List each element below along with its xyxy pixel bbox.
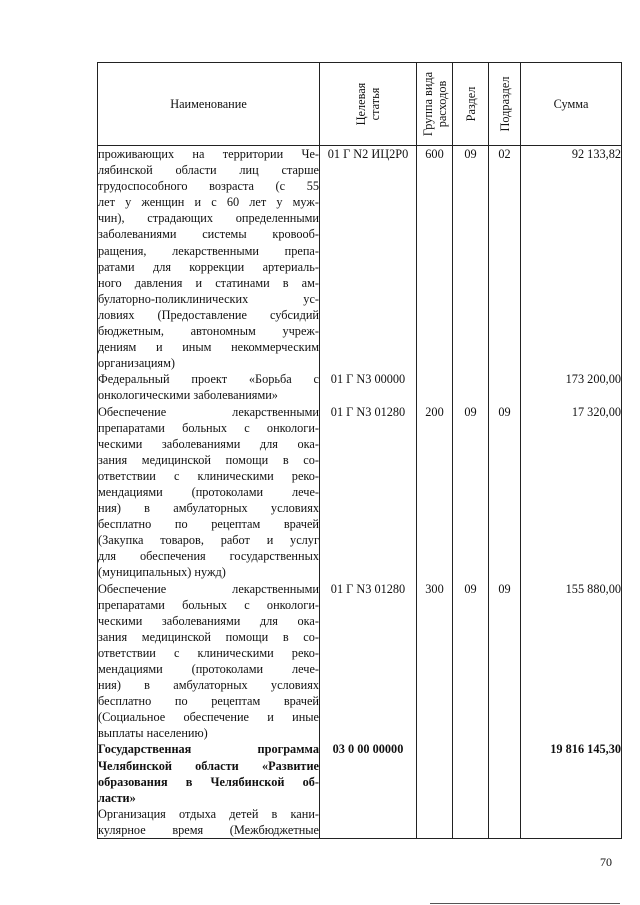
row-name bbox=[98, 581, 320, 742]
row-name-line: трудоспособного возраста (с 55 bbox=[98, 179, 319, 194]
row-name-line: организациям) bbox=[98, 356, 175, 371]
row-name-line: ратами для коррекции артериаль- bbox=[98, 259, 319, 274]
row-name-line: онкологическими заболеваниями» bbox=[98, 388, 278, 403]
row-name-line: бесплатно по рецептам врачей bbox=[98, 694, 319, 709]
row-subsection: 02 bbox=[489, 146, 521, 372]
row-name-line: чин), страдающих определенными bbox=[98, 211, 319, 226]
header-target-article-text: Целевая статья bbox=[354, 82, 382, 126]
row-name-line: ответствии с клиническими реко- bbox=[98, 645, 319, 660]
row-name-line: (Закупка товаров, работ и услуг bbox=[98, 533, 319, 548]
row-section bbox=[453, 371, 489, 403]
row-name-line: ческими заболеваниями для ока- bbox=[98, 436, 319, 451]
row-name-line: Организация отдыха детей в кани- bbox=[98, 806, 319, 821]
row-name-line: мендациями (протоколами лече- bbox=[98, 484, 319, 499]
row-name-line: выплаты населению) bbox=[98, 726, 208, 741]
header-section bbox=[453, 63, 489, 146]
row-name-line: препаратами больных с онкологи- bbox=[98, 597, 319, 612]
row-name bbox=[98, 371, 320, 403]
budget-table bbox=[97, 62, 622, 839]
header-sum: Сумма bbox=[521, 63, 622, 146]
row-name-line: проживающих на территории Че- bbox=[98, 147, 319, 161]
row-name-line: ческими заболеваниями для ока- bbox=[98, 613, 319, 628]
row-subsection: 09 bbox=[489, 404, 521, 581]
footer-line bbox=[430, 903, 620, 904]
row-name-line: Государственная программа bbox=[98, 742, 319, 757]
row-expense-group bbox=[417, 806, 453, 839]
row-name bbox=[98, 806, 320, 839]
row-expense-group: 200 bbox=[417, 404, 453, 581]
row-section bbox=[453, 806, 489, 839]
row-name-line: заболеваниями системы кровооб- bbox=[98, 227, 319, 242]
row-name-line: лябинской области лиц старше bbox=[98, 163, 319, 178]
row-expense-group: 300 bbox=[417, 581, 453, 742]
row-target-article bbox=[320, 806, 417, 839]
row-name-line: ловиях (Предоставление субсидий bbox=[98, 307, 319, 322]
row-name-line: Федеральный проект «Борьба с bbox=[98, 372, 319, 387]
row-name-line: ласти» bbox=[98, 790, 136, 805]
row-name-line: лет у женщин и с 60 лет у муж- bbox=[98, 195, 319, 210]
table-row bbox=[98, 806, 622, 839]
row-sum: 173 200,00 bbox=[521, 371, 622, 403]
table-header-row bbox=[98, 63, 622, 146]
row-expense-group bbox=[417, 741, 453, 805]
row-sum: 155 880,00 bbox=[521, 581, 622, 742]
row-section: 09 bbox=[453, 581, 489, 742]
row-name-line: зания медицинской помощи в со- bbox=[98, 629, 319, 644]
header-subsection bbox=[489, 63, 521, 146]
header-subsection-text: Подраздел bbox=[497, 76, 512, 132]
row-name-line: образования в Челябинской об- bbox=[98, 774, 319, 789]
row-expense-group: 600 bbox=[417, 146, 453, 372]
row-subsection bbox=[489, 806, 521, 839]
header-section-text: Раздел bbox=[463, 86, 478, 122]
row-section: 09 bbox=[453, 146, 489, 372]
row-name-line: Обеспечение лекарственными bbox=[98, 404, 319, 419]
row-target-article: 01 Г N3 00000 bbox=[320, 371, 417, 403]
row-name-line: ния) в амбулаторных условиях bbox=[98, 501, 319, 516]
row-name-line: препаратами больных с онкологи- bbox=[98, 420, 319, 435]
page-number: 70 bbox=[600, 855, 612, 869]
row-subsection bbox=[489, 741, 521, 805]
row-name-line: ответствии с клиническими реко- bbox=[98, 468, 319, 483]
row-name-line: кулярное время (Межбюджетные bbox=[98, 822, 319, 837]
row-section bbox=[453, 741, 489, 805]
row-subsection bbox=[489, 371, 521, 403]
row-sum bbox=[521, 806, 622, 839]
header-expense-group bbox=[417, 63, 453, 146]
row-expense-group bbox=[417, 371, 453, 403]
row-name-line: Обеспечение лекарственными bbox=[98, 581, 319, 596]
table-row bbox=[98, 371, 622, 403]
row-name-line: для обеспечения государственных bbox=[98, 549, 319, 564]
row-target-article: 01 Г N2 ИЦ2Р0 bbox=[320, 146, 417, 372]
row-target-article: 01 Г N3 01280 bbox=[320, 581, 417, 742]
row-name-line: ния) в амбулаторных условиях bbox=[98, 678, 319, 693]
row-target-article: 03 0 00 00000 bbox=[320, 741, 417, 805]
row-subsection: 09 bbox=[489, 581, 521, 742]
table-row bbox=[98, 741, 622, 805]
row-name-line: дениям и иным некоммерческим bbox=[98, 340, 319, 355]
row-name-line: бесплатно по рецептам врачей bbox=[98, 517, 319, 532]
row-sum: 19 816 145,30 bbox=[521, 741, 622, 805]
table-row bbox=[98, 581, 622, 742]
row-name bbox=[98, 741, 320, 805]
row-name-line: бюджетным, автономным учреж- bbox=[98, 324, 319, 339]
row-name-line: Челябинской области «Развитие bbox=[98, 758, 319, 773]
row-name-line: ного давления и статинами в ам- bbox=[98, 275, 319, 290]
row-name-line: зания медицинской помощи в со- bbox=[98, 452, 319, 467]
table-body bbox=[98, 146, 622, 839]
row-name bbox=[98, 404, 320, 581]
row-name bbox=[98, 146, 320, 372]
table-row bbox=[98, 146, 622, 372]
row-sum: 17 320,00 bbox=[521, 404, 622, 581]
row-name-line: ращения, лекарственными препа- bbox=[98, 243, 319, 258]
row-sum: 92 133,82 bbox=[521, 146, 622, 372]
table-row bbox=[98, 404, 622, 581]
row-section: 09 bbox=[453, 404, 489, 581]
row-target-article: 01 Г N3 01280 bbox=[320, 404, 417, 581]
row-name-line: булаторно-поликлинических ус- bbox=[98, 291, 319, 306]
header-target-article bbox=[320, 63, 417, 146]
header-expense-group-text: Группа вида расходов bbox=[420, 71, 449, 137]
row-name-line: (муниципальных) нужд) bbox=[98, 565, 226, 580]
row-name-line: мендациями (протоколами лече- bbox=[98, 662, 319, 676]
header-name: Наименование bbox=[98, 63, 320, 146]
row-name-line: (Социальное обеспечение и иные bbox=[98, 710, 319, 725]
